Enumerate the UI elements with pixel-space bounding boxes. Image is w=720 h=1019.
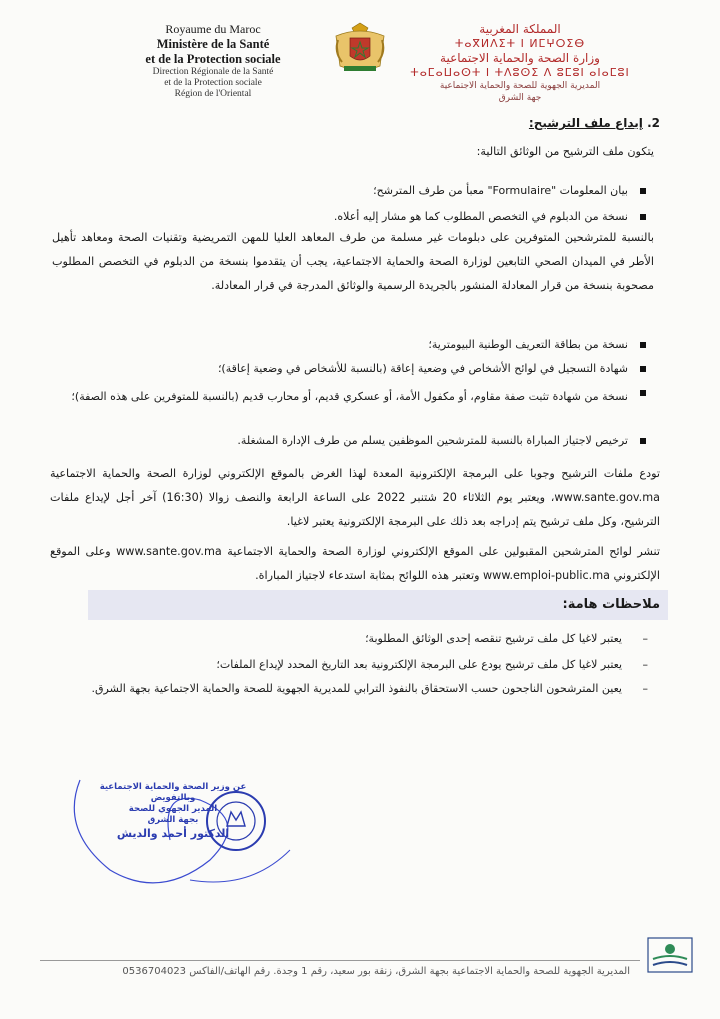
list-item: بيان المعلومات "Formulaire" معبأ من طرف المترشح؛: [68, 184, 628, 197]
header-ar-ministry: وزارة الصحة والحماية الاجتماعية: [440, 51, 600, 65]
header-ar-direction: المديرية الجهوية للصحة والحماية الاجتماعية: [439, 81, 601, 91]
section-title: إيداع ملف الترشيح:: [528, 116, 643, 130]
list-item: – يعتبر لاغيا كل ملف ترشيح تنقصه إحدى الوثائق المطلوبة؛: [365, 632, 648, 645]
list-item: ترخيص لاجتياز المباراة بالنسبة للمترشحين الموظفين يسلم من طرف الإدارة المشغلة.: [68, 434, 628, 447]
list-item: نسخة من الدبلوم في التخصص المطلوب كما هو مشار إليه أعلاه.: [68, 210, 628, 223]
list-item: نسخة من شهادة تثبت صفة مقاوم، أو مكفول الأمة، أو عسكري قديم، أو محارب قديم (بالنسبة للمتوفرين على هذه الصفة)؛: [68, 386, 628, 408]
header-ministry: Ministère de la Santé: [156, 37, 270, 51]
notes-title: ملاحظات هامة:: [562, 597, 660, 612]
section-heading: [529, 116, 660, 130]
equivalence-paragraph: بالنسبة للمترشحين المتوفرين على دبلومات غير مسلمة من طرف المعاهد العليا للمهن التمريضية وتقنيات الصحة ومعاهد تأهيل الأطر في الميدان الصحي التابعين لوزارة الصحة والحماية الاجتماعية، يجب أن يتقدموا بنسخة من الدبلوم في التخصص المطلوب مصحوبة بنسخة من قرار المعادلة المنشور بالجريدة الرسمية والوثائق المدرجة في قرار المعادلة.: [52, 231, 654, 292]
header-direction: Direction Régionale de la Santé: [152, 67, 274, 77]
stamp-line: عن وزير الصحة والحماية الاجتماعية: [99, 782, 247, 792]
stamp-line: وبالتفويض: [150, 793, 196, 803]
list-item: – يعتبر لاغيا كل ملف ترشيح يودع على البرمجة الإلكترونية بعد التاريخ المحدد لإيداع الملفات؛: [216, 658, 648, 671]
footer-divider: [40, 960, 640, 961]
signatory-name: الدكتور أحمد والديش: [116, 827, 230, 840]
list-item: شهادة التسجيل في لوائح الأشخاص في وضعية إعاقة (بالنسبة للأشخاص في وضعية إعاقة)؛: [68, 362, 628, 375]
deposit-paragraph: تودع ملفات الترشيح وجوبا على البرمجة الإلكترونية المعدة لهذا الغرض بالموقع الإلكتروني لوزارة الصحة والحماية الاجتماعية www.sante.gov.ma، ويعتبر يوم الثلاثاء 20 شتنبر 2022 على الساعة الرابعة والنصف زوالا (16:30) آخر أجل لإيداع ملفات الترشيح، وكل ملف ترشيح يتم إدراجه بعد ذلك على البرمجة الإلكترونية يعتبر لاغيا.: [50, 467, 660, 528]
header-region: Région de l'Oriental: [174, 89, 252, 99]
stamp-block: [68, 782, 278, 842]
header-direction-2: et de la Protection sociale: [164, 78, 262, 88]
list-item: نسخة من بطاقة التعريف الوطنية البيومترية؛: [68, 338, 628, 351]
header-tifinagh-1: ⵜⴰⴳⵍⴷⵉⵜ ⵏ ⵍⵎⵖⵔⵉⴱ: [454, 37, 586, 50]
publish-paragraph: تنشر لوائح المترشحين المقبولين على الموقع الإلكتروني لوزارة الصحة والحماية الاجتماعية www.sante.gov.ma وعلى الموقع الإلكتروني www.emploi-public.ma وتعتبر هذه اللوائح بمثابة استدعاء لاجتياز المباراة.: [50, 545, 660, 582]
header-french: [98, 22, 328, 100]
header-ar-kingdom: المملكة المغربية: [479, 22, 561, 36]
stamp-line: بجهة الشرق: [147, 815, 199, 825]
stamp-line: المدير الجهوي للصحة: [128, 804, 218, 814]
section-intro: يتكون ملف الترشيح من الوثائق التالية:: [476, 145, 654, 158]
list-item: – يعين المترشحون الناجحون حسب الاستحقاق بالنفوذ الترابي للمديرية الجهوية للصحة والحماية الاجتماعية بجهة الشرق.: [91, 682, 648, 695]
footer-address: المديرية الجهوية للصحة والحماية الاجتماعية بجهة الشرق، زنقة بور سعيد، رقم 1 وجدة. رقم الهاتف/الفاكس 0536704023: [122, 966, 630, 977]
moroccan-emblem-icon: [330, 22, 390, 74]
health-logo-icon: [645, 935, 695, 975]
header-ar-region: جهة الشرق: [498, 93, 542, 103]
section-number: 2.: [647, 116, 660, 130]
header-kingdom: Royaume du Maroc: [165, 22, 261, 36]
header-tifinagh-2: ⵜⴰⵎⴰⵡⴰⵙⵜ ⵏ ⵜⴷⵓⵙⵉ ⴷ ⵓⵎⵓⵏ ⴰⵏⴰⵎⵓⵏ: [410, 66, 630, 79]
header-arabic: [410, 22, 630, 104]
header-ministry-2: et de la Protection sociale: [145, 52, 281, 66]
